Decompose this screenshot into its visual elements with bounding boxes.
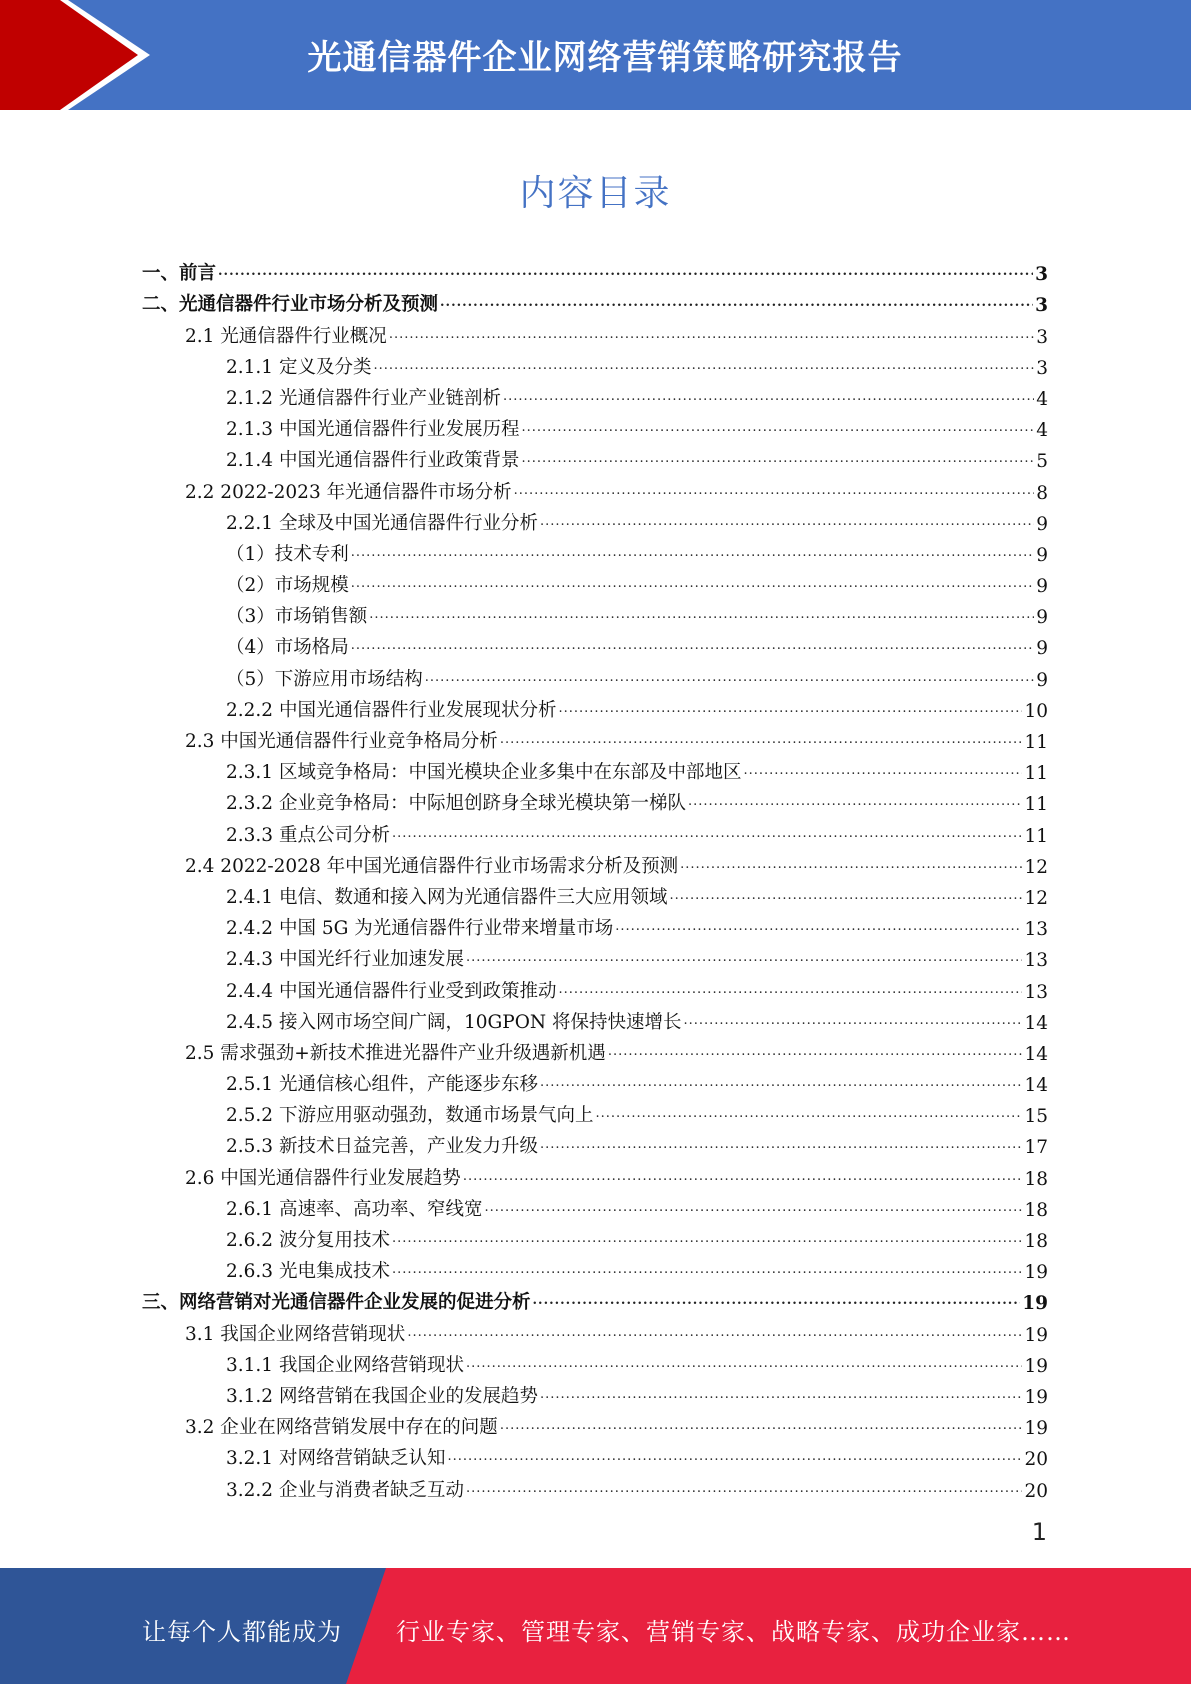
- toc-entry[interactable]: [142, 1127, 1048, 1158]
- toc-entry-page: 11: [1024, 763, 1048, 785]
- toc-dot-leader: [615, 916, 1022, 938]
- toc-entry-page: 17: [1024, 1137, 1048, 1159]
- toc-entry-page: 11: [1024, 794, 1048, 816]
- toc-entry[interactable]: [142, 1252, 1048, 1283]
- toc-dot-leader: [425, 667, 1034, 689]
- toc-entry[interactable]: [142, 628, 1048, 659]
- toc-dot-leader: [608, 1041, 1023, 1063]
- toc-entry-label: 3.1 我国企业网络营销现状: [185, 1320, 407, 1346]
- table-of-contents: [142, 254, 1048, 1502]
- toc-entry-label: （2）市场规模: [226, 571, 351, 597]
- toc-entry-label: 2.2.2 中国光通信器件行业发展现状分析: [226, 696, 558, 722]
- toc-entry[interactable]: [142, 691, 1048, 722]
- toc-entry-page: 20: [1024, 1449, 1048, 1471]
- toc-entry-label: 2.3.2 企业竞争格局：中际旭创跻身全球光模块第一梯队: [226, 789, 688, 815]
- toc-dot-leader: [540, 1072, 1022, 1094]
- toc-dot-leader: [466, 1353, 1022, 1375]
- toc-entry[interactable]: [142, 1190, 1048, 1221]
- toc-dot-leader: [392, 1228, 1022, 1250]
- toc-entry[interactable]: [142, 1408, 1048, 1439]
- toc-entry[interactable]: [142, 878, 1048, 909]
- toc-entry-page: 20: [1024, 1480, 1048, 1502]
- toc-entry-label: 二、光通信器件行业市场分析及预测: [142, 290, 440, 316]
- toc-dot-leader: [521, 417, 1034, 439]
- header-banner: [0, 0, 1191, 110]
- toc-entry-label: 2.6.3 光电集成技术: [226, 1257, 392, 1283]
- toc-entry-label: 2.1.1 定义及分类: [226, 353, 373, 379]
- page-number: 1: [1031, 1518, 1047, 1546]
- toc-dot-leader: [743, 760, 1022, 782]
- toc-entry-page: 15: [1024, 1106, 1048, 1128]
- toc-entry[interactable]: [142, 971, 1048, 1002]
- toc-entry-label: 3.1.1 我国企业网络营销现状: [226, 1351, 466, 1377]
- toc-dot-leader: [392, 1259, 1022, 1281]
- toc-dot-leader: [351, 573, 1034, 595]
- toc-dot-leader: [407, 1322, 1022, 1344]
- toc-dot-leader: [521, 448, 1034, 470]
- toc-entry-label: 2.1.4 中国光通信器件行业政策背景: [226, 446, 521, 472]
- toc-entry[interactable]: [142, 1158, 1048, 1189]
- toc-entry[interactable]: [142, 1221, 1048, 1252]
- toc-entry-page: 13: [1024, 981, 1048, 1003]
- toc-entry-page: 3: [1036, 357, 1048, 379]
- toc-entry-page: 14: [1024, 1043, 1048, 1065]
- toc-entry[interactable]: [142, 1470, 1048, 1501]
- toc-entry-label: 2.3.1 区域竞争格局：中国光模块企业多集中在东部及中部地区: [226, 758, 743, 784]
- toc-entry[interactable]: [142, 410, 1048, 441]
- toc-entry[interactable]: [142, 316, 1048, 347]
- toc-dot-leader: [389, 324, 1034, 346]
- toc-entry-label: 3.2.2 企业与消费者缺乏互动: [226, 1476, 466, 1502]
- toc-entry-page: 11: [1024, 732, 1048, 753]
- toc-dot-leader: [540, 1384, 1022, 1406]
- chevron-arrow-icon: [0, 0, 160, 110]
- toc-entry-page: 19: [1024, 1262, 1048, 1284]
- toc-entry-label: 2.5.3 新技术日益完善，产业发力升级: [226, 1132, 540, 1158]
- toc-entry[interactable]: [142, 348, 1048, 379]
- toc-entry-label: 三、网络营销对光通信器件企业发展的促进分析: [142, 1288, 533, 1314]
- toc-entry-page: 9: [1036, 638, 1048, 660]
- toc-entry-page: 11: [1024, 825, 1048, 847]
- toc-dot-leader: [683, 1010, 1022, 1032]
- toc-entry[interactable]: [142, 535, 1048, 566]
- toc-heading: 内容目录: [519, 173, 672, 214]
- toc-entry-label: 2.5.1 光通信核心组件，产能逐步东移: [226, 1070, 540, 1096]
- toc-dot-leader: [503, 386, 1034, 408]
- footer-slogan-left: 让每个人都能成为: [142, 1618, 342, 1646]
- toc-entry-label: 2.1 光通信器件行业概况: [185, 322, 389, 348]
- toc-entry[interactable]: [142, 441, 1048, 472]
- toc-entry-label: 2.6 中国光通信器件行业发展趋势: [185, 1164, 463, 1190]
- toc-entry-page: 9: [1036, 513, 1048, 535]
- toc-dot-leader: [500, 729, 1023, 751]
- toc-dot-leader: [351, 542, 1034, 564]
- toc-entry[interactable]: [142, 784, 1048, 815]
- toc-entry-page: 12: [1024, 887, 1048, 909]
- toc-entry-page: 18: [1024, 1168, 1048, 1190]
- toc-entry-label: 3.2.1 对网络营销缺乏认知: [226, 1444, 447, 1470]
- toc-dot-leader: [558, 979, 1022, 1001]
- toc-entry-page: 3: [1035, 264, 1048, 286]
- toc-entry-label: 2.3 中国光通信器件行业竞争格局分析: [185, 727, 500, 753]
- toc-entry-page: 3: [1036, 326, 1048, 348]
- toc-entry-page: 3: [1035, 295, 1048, 317]
- toc-entry[interactable]: [142, 1096, 1048, 1127]
- toc-dot-leader: [392, 823, 1022, 845]
- toc-dot-leader: [447, 1446, 1022, 1468]
- toc-entry-page: 8: [1036, 482, 1048, 504]
- toc-entry-page: 19: [1024, 1324, 1048, 1346]
- toc-entry-label: 2.1.2 光通信器件行业产业链剖析: [226, 384, 503, 410]
- toc-entry[interactable]: [142, 472, 1048, 503]
- toc-entry-page: 14: [1024, 1075, 1048, 1097]
- toc-entry-page: 10: [1024, 700, 1048, 722]
- toc-entry[interactable]: [142, 1439, 1048, 1470]
- toc-entry-page: 4: [1036, 388, 1048, 410]
- toc-entry[interactable]: [142, 504, 1048, 535]
- toc-entry-label: 2.2 2022-2023 年光通信器件市场分析: [185, 478, 514, 504]
- toc-entry-page: 19: [1022, 1293, 1048, 1315]
- toc-entry[interactable]: [142, 815, 1048, 846]
- toc-entry[interactable]: [142, 597, 1048, 628]
- toc-entry[interactable]: [142, 1065, 1048, 1096]
- toc-entry-page: 9: [1036, 607, 1048, 629]
- toc-entry[interactable]: [142, 847, 1048, 878]
- toc-entry[interactable]: [142, 659, 1048, 690]
- toc-entry-label: （5）下游应用市场结构: [226, 665, 425, 691]
- toc-entry[interactable]: [142, 254, 1048, 285]
- report-title: 光通信器件企业网络营销策略研究报告: [307, 38, 903, 78]
- toc-entry-page: 18: [1024, 1199, 1048, 1221]
- toc-dot-leader: [463, 1166, 1023, 1188]
- toc-entry[interactable]: [142, 753, 1048, 784]
- toc-entry-page: 19: [1024, 1418, 1048, 1440]
- toc-entry-label: （1）技术专利: [226, 540, 351, 566]
- toc-entry-label: 2.4.5 接入网市场空间广阔，10GPON 将保持快速增长: [226, 1008, 683, 1034]
- toc-entry-label: 2.4.4 中国光通信器件行业受到政策推动: [226, 977, 558, 1003]
- toc-entry-page: 4: [1036, 420, 1048, 442]
- toc-entry-page: 9: [1036, 669, 1048, 691]
- toc-entry[interactable]: [142, 1283, 1048, 1314]
- toc-entry-page: 9: [1036, 576, 1048, 598]
- toc-entry[interactable]: [142, 940, 1048, 971]
- toc-entry-label: 2.5.2 下游应用驱动强劲，数通市场景气向上: [226, 1101, 595, 1127]
- toc-entry-label: 2.4.2 中国 5G 为光通信器件行业带来增量市场: [226, 914, 615, 940]
- toc-entry[interactable]: [142, 379, 1048, 410]
- toc-entry-page: 18: [1024, 1231, 1048, 1252]
- toc-dot-leader: [466, 1478, 1022, 1500]
- toc-dot-leader: [688, 791, 1022, 813]
- toc-entry-label: 2.4.1 电信、数通和接入网为光通信器件三大应用领域: [226, 883, 669, 909]
- toc-dot-leader: [369, 604, 1034, 626]
- toc-entry-page: 5: [1036, 451, 1048, 473]
- toc-entry-page: 13: [1024, 919, 1048, 941]
- toc-dot-leader: [373, 355, 1034, 377]
- toc-dot-leader: [680, 854, 1022, 876]
- toc-dot-leader: [466, 947, 1022, 969]
- toc-entry-label: 一、前言: [142, 259, 218, 285]
- toc-entry-label: 3.2 企业在网络营销发展中存在的问题: [185, 1413, 500, 1439]
- toc-entry[interactable]: [142, 1377, 1048, 1408]
- toc-dot-leader: [351, 635, 1034, 657]
- toc-entry[interactable]: [142, 566, 1048, 597]
- toc-entry-label: 2.3.3 重点公司分析: [226, 821, 392, 847]
- footer-banner: [0, 1568, 1191, 1684]
- toc-dot-leader: [595, 1103, 1022, 1125]
- toc-entry-label: 2.5 需求强劲+新技术推进光器件产业升级遇新机遇: [185, 1039, 608, 1065]
- toc-entry[interactable]: [142, 285, 1048, 316]
- toc-entry-page: 19: [1024, 1355, 1048, 1377]
- toc-entry-page: 12: [1024, 856, 1048, 878]
- toc-entry-page: 13: [1024, 950, 1048, 972]
- toc-entry-page: 19: [1024, 1386, 1048, 1408]
- toc-entry[interactable]: [142, 722, 1048, 753]
- toc-dot-leader: [218, 261, 1033, 283]
- toc-entry-label: 2.2.1 全球及中国光通信器件行业分析: [226, 509, 540, 535]
- toc-entry[interactable]: [142, 909, 1048, 940]
- toc-dot-leader: [533, 1290, 1021, 1312]
- toc-dot-leader: [484, 1197, 1022, 1219]
- toc-dot-leader: [500, 1415, 1023, 1437]
- toc-entry-label: 2.4 2022-2028 年中国光通信器件行业市场需求分析及预测: [185, 852, 680, 878]
- toc-entry[interactable]: [142, 1346, 1048, 1377]
- toc-entry[interactable]: [142, 1003, 1048, 1034]
- footer-slogan-right: 行业专家、管理专家、营销专家、战略专家、成功企业家……: [396, 1618, 1071, 1646]
- toc-dot-leader: [540, 1134, 1022, 1156]
- toc-entry-label: 2.1.3 中国光通信器件行业发展历程: [226, 415, 521, 441]
- toc-entry[interactable]: [142, 1314, 1048, 1345]
- toc-entry-label: 2.6.1 高速率、高功率、窄线宽: [226, 1195, 484, 1221]
- toc-dot-leader: [558, 698, 1022, 720]
- toc-entry-label: （3）市场销售额: [226, 602, 369, 628]
- toc-entry-page: 9: [1036, 544, 1048, 566]
- toc-dot-leader: [540, 511, 1034, 533]
- toc-entry-page: 14: [1024, 1012, 1048, 1034]
- toc-entry-label: （4）市场格局: [226, 633, 351, 659]
- toc-entry-label: 2.6.2 波分复用技术: [226, 1226, 392, 1252]
- toc-entry-label: 2.4.3 中国光纤行业加速发展: [226, 945, 466, 971]
- toc-dot-leader: [440, 292, 1033, 314]
- toc-dot-leader: [514, 480, 1035, 502]
- toc-entry-label: 3.1.2 网络营销在我国企业的发展趋势: [226, 1382, 540, 1408]
- toc-entry[interactable]: [142, 1034, 1048, 1065]
- toc-dot-leader: [669, 885, 1022, 907]
